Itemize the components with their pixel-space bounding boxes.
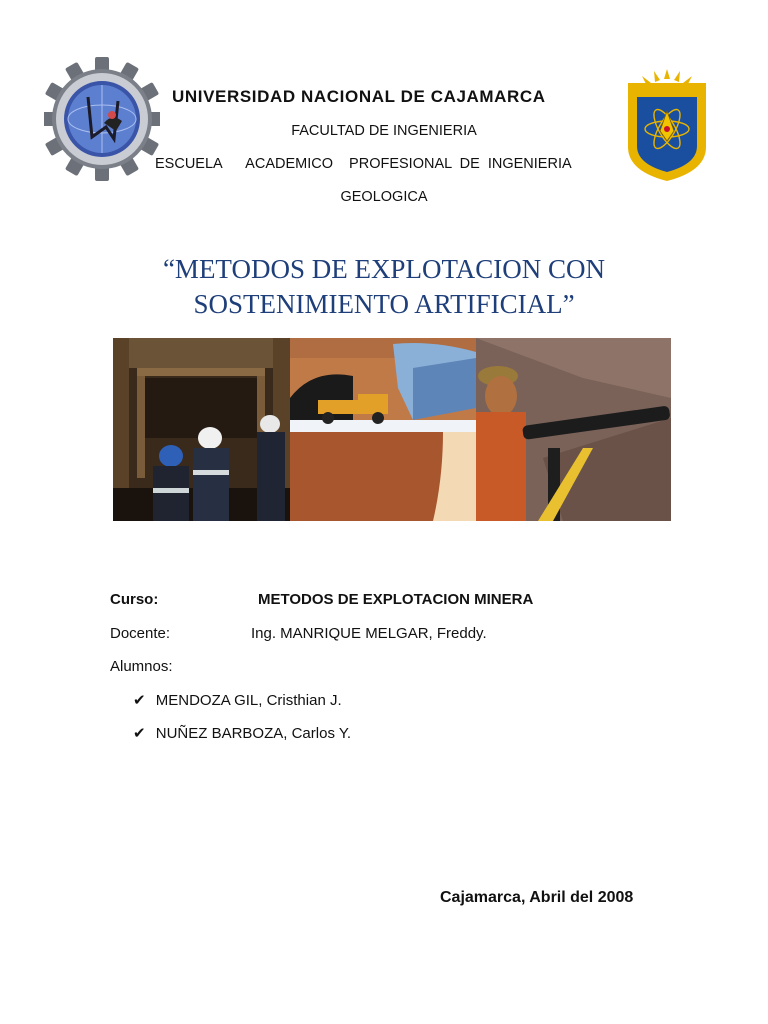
title-line-2: SOSTENIMIENTO ARTIFICIAL”: [193, 289, 575, 319]
checkmark-icon: ✔: [133, 725, 146, 742]
university-name: UNIVERSIDAD NACIONAL DE CAJAMARCA: [172, 87, 546, 106]
student-name: NUÑEZ BARBOZA, Carlos Y.: [155, 725, 352, 742]
document-title: [100, 252, 668, 322]
school-name-continued: GEOLOGICA: [340, 189, 428, 205]
teacher-label: Docente:: [110, 625, 171, 642]
loader-diagram-photo: [290, 338, 476, 521]
tunnel-miners-photo: [113, 338, 290, 521]
mining-photo-banner: [113, 338, 671, 521]
students-label: Alumnos:: [110, 658, 173, 675]
student-item: [133, 691, 342, 709]
student-name: MENDOZA GIL, Cristhian J.: [155, 692, 342, 709]
checkmark-icon: ✔: [133, 692, 146, 709]
school-name: ESCUELA ACADEMICO PROFESIONAL DE INGENIERIA: [155, 156, 572, 172]
title-line-1: “METODOS DE EXPLOTACION CON: [162, 254, 606, 284]
driller-miner-photo: [476, 338, 671, 521]
place-date: Cajamarca, Abril del 2008: [440, 889, 634, 906]
course-value: METODOS DE EXPLOTACION MINERA: [258, 591, 534, 608]
teacher-value: Ing. MANRIQUE MELGAR, Freddy.: [251, 625, 487, 642]
geology-logo: [44, 57, 160, 181]
student-item: [133, 724, 351, 742]
course-label: Curso:: [110, 591, 159, 608]
faculty-name: FACULTAD DE INGENIERIA: [291, 123, 477, 139]
